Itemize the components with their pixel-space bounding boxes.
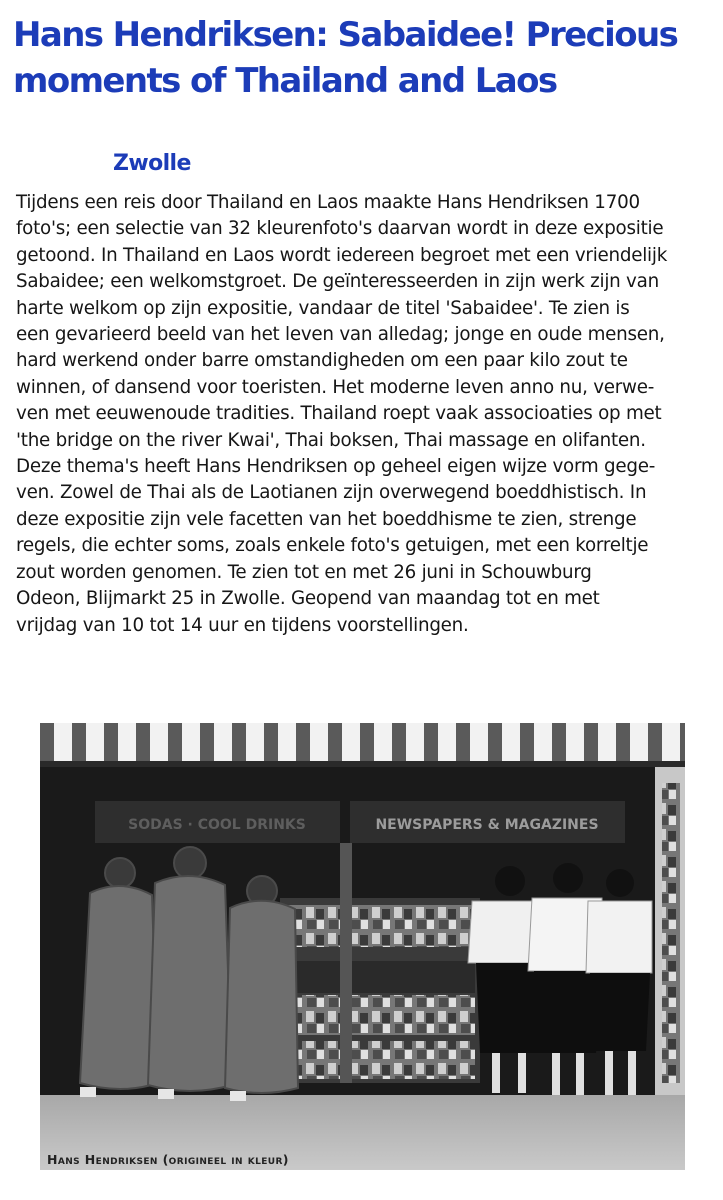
body-line: deze expositie zijn vele facetten van het boeddhisme te zien, strenge bbox=[16, 508, 637, 530]
magazine-shelf-mid bbox=[285, 995, 475, 1035]
photo-caption: Hans Hendriksen (origineel in kleur) bbox=[47, 1152, 289, 1167]
body-line: zout worden genomen. Te zien tot en met 26 juni in Schouwburg bbox=[16, 561, 592, 583]
article-body bbox=[16, 190, 716, 639]
body-line: Deze thema's heeft Hans Hendriksen op geheel eigen wijze vorm gege- bbox=[16, 456, 656, 478]
side-rack bbox=[662, 783, 680, 1083]
body-line: ven met eeuwenoude tradities. Thailand roept vaak associoaties op met bbox=[16, 403, 662, 425]
body-line: getoond. In Thailand en Laos wordt iedereen begroet met een vriendelijk bbox=[16, 244, 668, 266]
body-line: ven. Zowel de Thai als de Laotianen zijn overwegend boeddhistisch. In bbox=[16, 482, 647, 504]
body-line: hard werkend onder barre omstandigheden om een paar kilo zout te bbox=[16, 350, 628, 372]
monks bbox=[80, 847, 298, 1093]
body-line: harte welkom op zijn expositie, vandaar de titel 'Sabaidee'. Te zien is bbox=[16, 297, 630, 319]
article-title bbox=[13, 12, 713, 104]
body-line: Tijdens een reis door Thailand en Laos maakte Hans Hendriksen 1700 bbox=[16, 192, 640, 213]
body-line: vrijdag van 10 tot 14 uur en tijdens voorstellingen. bbox=[16, 614, 469, 636]
awning-stripes bbox=[40, 723, 685, 763]
title-line-1: Hans Hendriksen: Sabaidee! Precious bbox=[13, 15, 678, 55]
sign-right-text: NEWSPAPERS & MAGAZINES bbox=[375, 817, 599, 833]
title-line-2: moments of Thailand and Laos bbox=[13, 61, 557, 101]
body-line: Sabaidee; een welkomstgroet. De geïnteresseerden in zijn werk zijn van bbox=[16, 271, 659, 293]
photo-newsstand-monks bbox=[40, 723, 685, 1170]
body-line: foto's; een selectie van 32 kleurenfoto's daarvan wordt in deze expositie bbox=[16, 218, 664, 240]
body-line: 'the bridge on the river Kwai', Thai boksen, Thai massage en olifanten. bbox=[16, 429, 646, 451]
magazine-shelf-top bbox=[285, 905, 475, 947]
location-heading: Zwolle bbox=[113, 151, 191, 176]
body-line: winnen, of dansend voor toeristen. Het moderne leven anno nu, verwe- bbox=[16, 376, 655, 398]
sign-left-text: SODAS · COOL DRINKS bbox=[128, 817, 306, 833]
magazine-shelf-low bbox=[285, 1041, 475, 1079]
body-line: Odeon, Blijmarkt 25 in Zwolle. Geopend van maandag tot en met bbox=[16, 588, 600, 610]
body-line: een gevarieerd beeld van het leven van alledag; jonge en oude mensen, bbox=[16, 324, 665, 346]
body-line: regels, die echter soms, zoals enkele foto's getuigen, met een korreltje bbox=[16, 535, 649, 557]
